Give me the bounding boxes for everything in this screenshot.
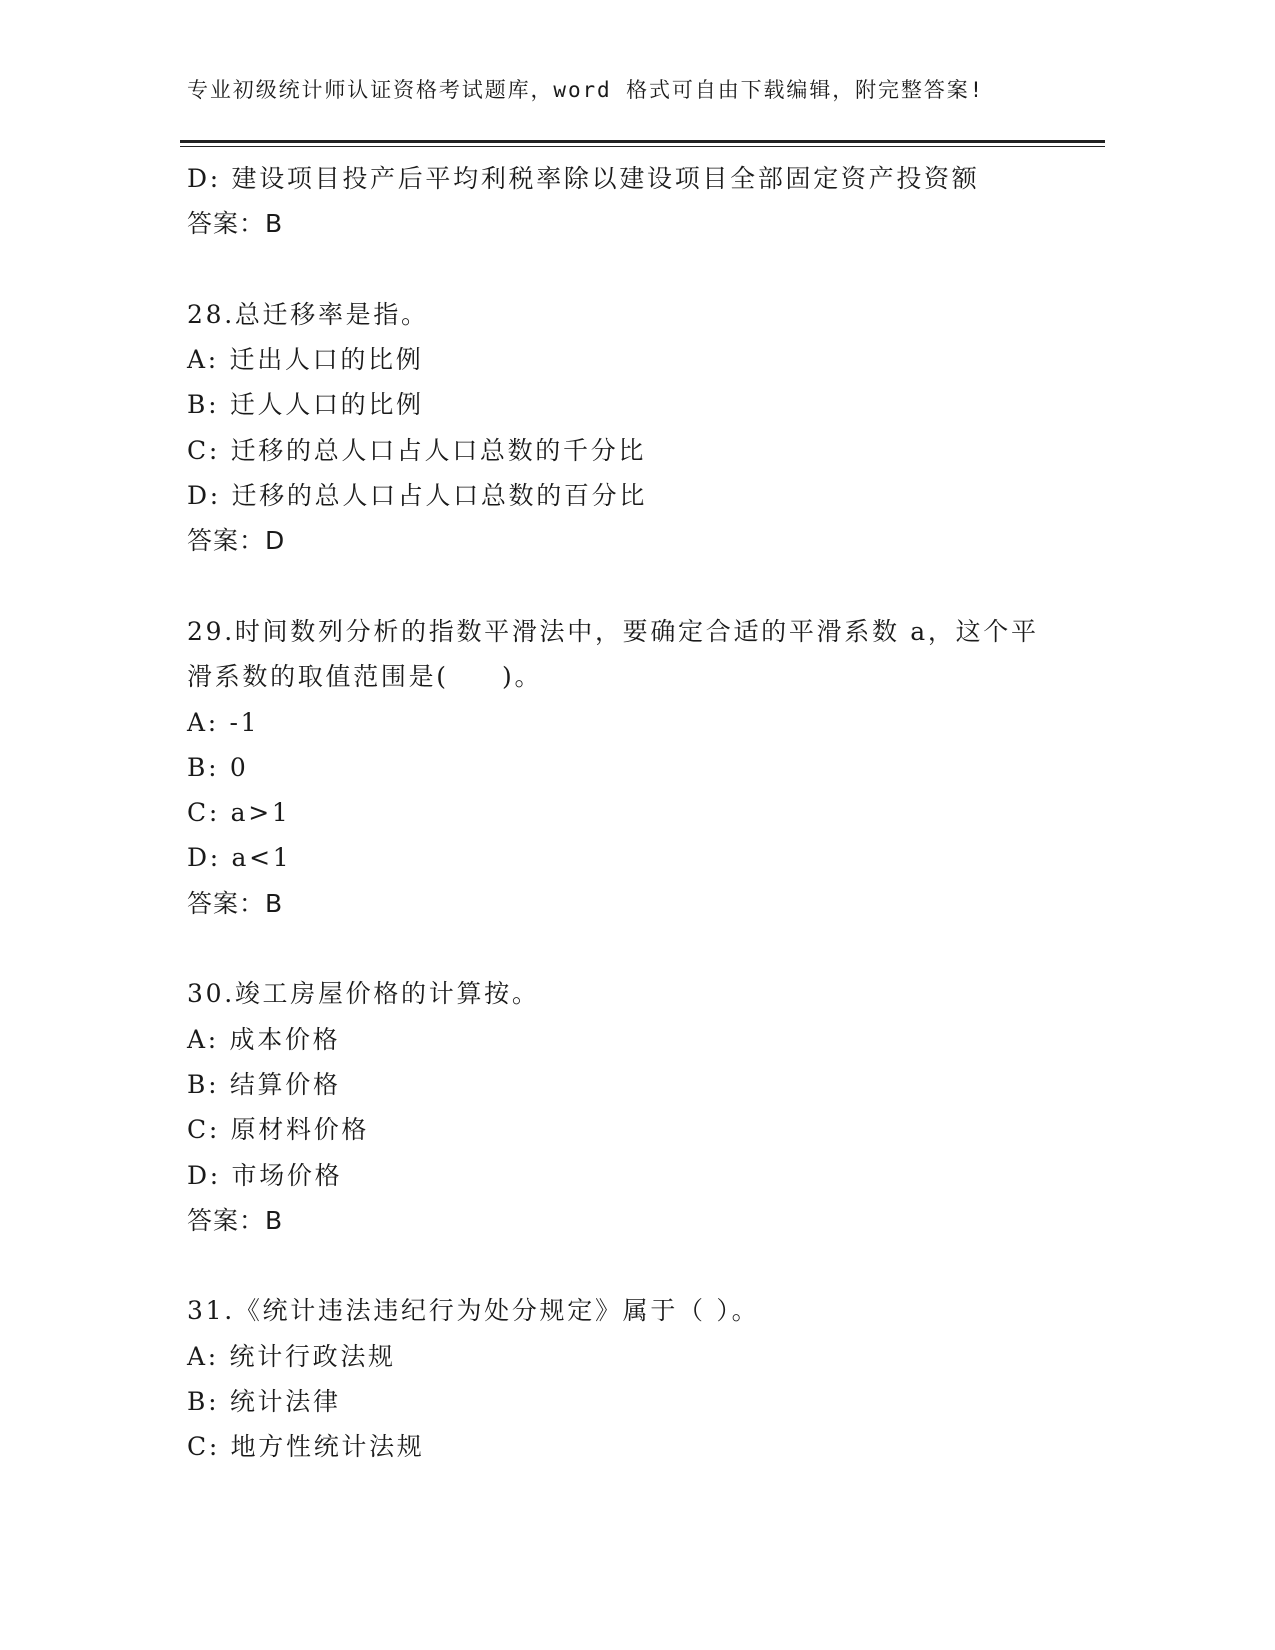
question-31 — [187, 1288, 1187, 1469]
answer: 答案：B — [187, 1205, 284, 1235]
continued-question — [187, 156, 1187, 247]
option-b: B: 统计法律 — [187, 1387, 341, 1417]
option-d: D: 建设项目投产后平均利税率除以建设项目全部固定资产投资额 — [187, 164, 980, 193]
document-body — [187, 156, 1187, 1470]
question-stem: 29.时间数列分析的指数平滑法中，要确定合适的平滑系数 a，这个平 — [187, 616, 1039, 646]
option-d: D: a<1 — [187, 843, 292, 873]
option-d: D: 市场价格 — [187, 1160, 343, 1190]
option-c: C: 地方性统计法规 — [187, 1432, 425, 1462]
option-a: A: -1 — [187, 707, 260, 737]
option-b: B: 结算价格 — [187, 1069, 341, 1099]
option-c: C: 原材料价格 — [187, 1115, 370, 1145]
option-a: A: 统计行政法规 — [187, 1341, 396, 1371]
header-double-rule — [180, 140, 1105, 147]
question-30 — [187, 971, 1187, 1243]
question-stem: 31.《统计违法违纪行为处分规定》属于（ ）。 — [187, 1296, 760, 1326]
question-stem: 28.总迁移率是指。 — [187, 299, 429, 329]
answer: 答案：B — [187, 888, 284, 918]
question-stem-continued: 滑系数的取值范围是( )。 — [187, 662, 543, 692]
option-b: B: 0 — [187, 752, 249, 782]
option-c: C: 迁移的总人口占人口总数的千分比 — [187, 435, 647, 465]
page-header: 专业初级统计师认证资格考试题库，word 格式可自由下载编辑，附完整答案! — [187, 78, 985, 102]
question-29 — [187, 609, 1187, 926]
question-stem: 30.竣工房屋价格的计算按。 — [187, 979, 540, 1009]
answer: 答案：B — [187, 209, 284, 239]
option-d: D: 迁移的总人口占人口总数的百分比 — [187, 481, 648, 511]
option-a: A: 成本价格 — [187, 1024, 341, 1054]
option-c: C: a>1 — [187, 798, 291, 828]
answer: 答案：D — [187, 526, 286, 556]
option-a: A: 迁出人口的比例 — [187, 345, 424, 375]
question-28 — [187, 292, 1187, 564]
option-b: B: 迁人人口的比例 — [187, 390, 424, 420]
